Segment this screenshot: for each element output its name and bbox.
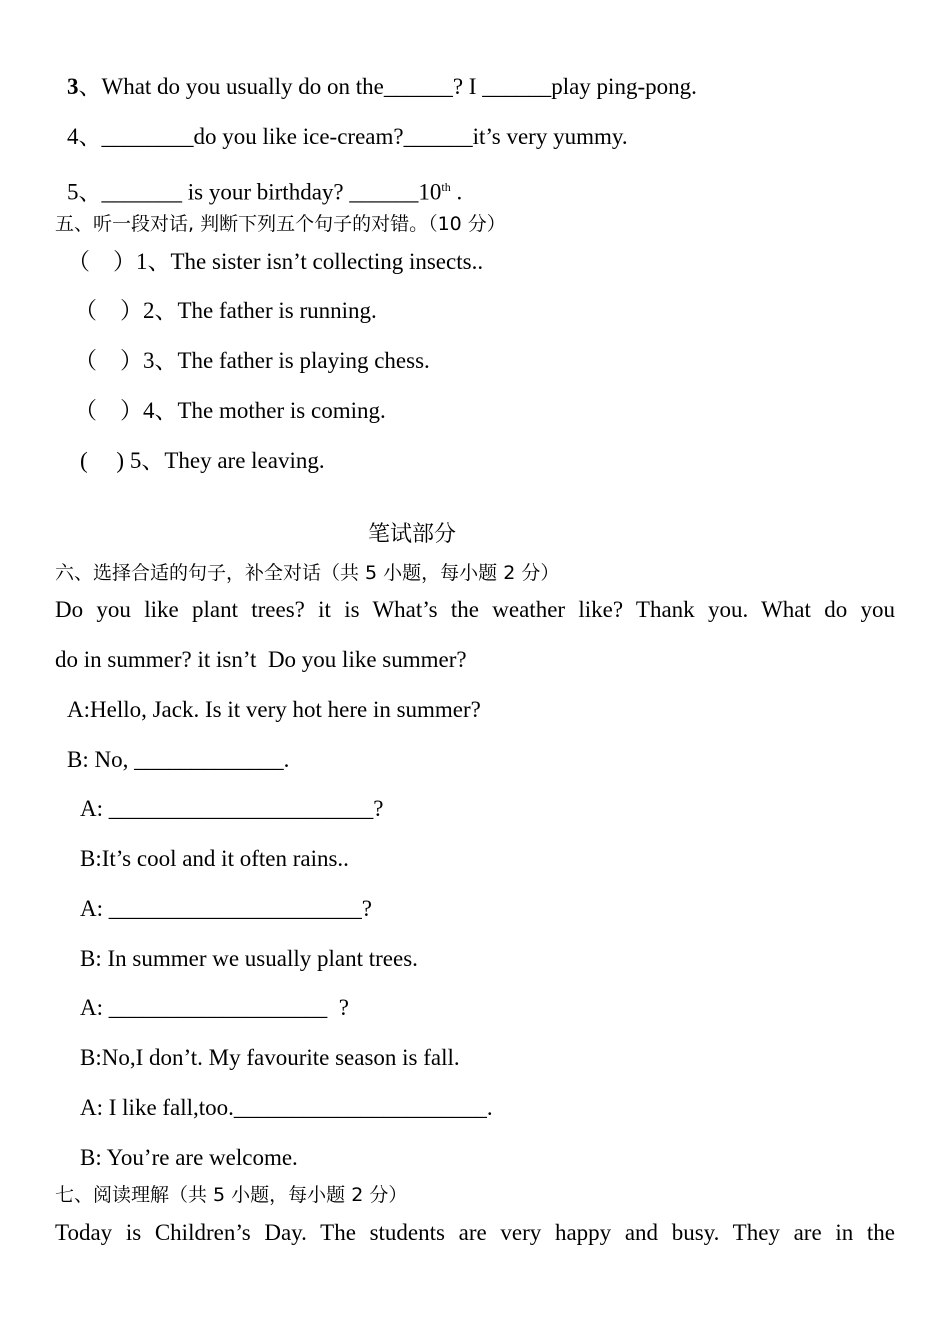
question-5-tail: . — [450, 179, 463, 205]
dialogue-line-6: B: In summer we usually plant trees. — [80, 946, 418, 971]
question-4-text: 、________do you like ice-cream?______it’s very yummy. — [78, 124, 628, 149]
question-4 — [67, 123, 628, 151]
dialogue-line-1: A:Hello, Jack. Is it very hot here in summer? — [67, 697, 481, 722]
section5-item-2: （ ）2、The father is running. — [74, 298, 377, 323]
reading-passage-line-1: Today is Children’s Day. The students are very happy and busy. They are in the — [55, 1220, 895, 1245]
written-part-title: 笔试部分 — [367, 522, 456, 547]
dialogue-line-5: A: ______________________? — [80, 896, 372, 921]
question-3-number: 3 — [67, 74, 79, 99]
section6-options-line-2: do in summer? it isn’t Do you like summer? — [55, 647, 467, 672]
dialogue-line-3: A: _______________________? — [80, 796, 384, 821]
question-5-superscript: th — [441, 180, 451, 194]
section5-heading: 五、听一段对话, 判断下列五个句子的对错。（10 分） — [55, 213, 506, 235]
dialogue-line-10: B: You’re are welcome. — [80, 1145, 298, 1170]
question-3 — [67, 73, 697, 101]
section5-item-3: （ ）3、The father is playing chess. — [74, 348, 430, 373]
question-5-number: 5 — [67, 179, 79, 205]
section5-item-5: ( ) 5、They are leaving. — [80, 448, 325, 473]
section5-item-1: （ ）1、The sister isn’t collecting insects.. — [67, 249, 484, 274]
dialogue-line-7: A: ___________________ ? — [80, 995, 349, 1020]
question-5-text: 、_______ is your birthday? ______10 — [78, 179, 442, 205]
dialogue-line-8: B:No,I don’t. My favourite season is fall. — [80, 1045, 460, 1070]
section6-options-line-1: Do you like plant trees? it is What’s the weather like? Thank you. What do you — [55, 597, 895, 622]
question-5 — [67, 173, 462, 207]
section7-heading: 七、阅读理解（共 5 小题，每小题 2 分） — [55, 1184, 408, 1206]
section6-heading: 六、选择合适的句子，补全对话（共 5 小题，每小题 2 分） — [55, 562, 560, 584]
question-3-text: 、What do you usually do on the______? I ______play ping-pong. — [78, 74, 697, 99]
question-4-number: 4 — [67, 124, 79, 149]
dialogue-line-2: B: No, _____________. — [67, 747, 290, 772]
dialogue-line-4: B:It’s cool and it often rains.. — [80, 846, 349, 871]
section5-item-4: （ ）4、The mother is coming. — [74, 398, 386, 423]
dialogue-line-9: A: I like fall,too.______________________. — [80, 1095, 493, 1120]
